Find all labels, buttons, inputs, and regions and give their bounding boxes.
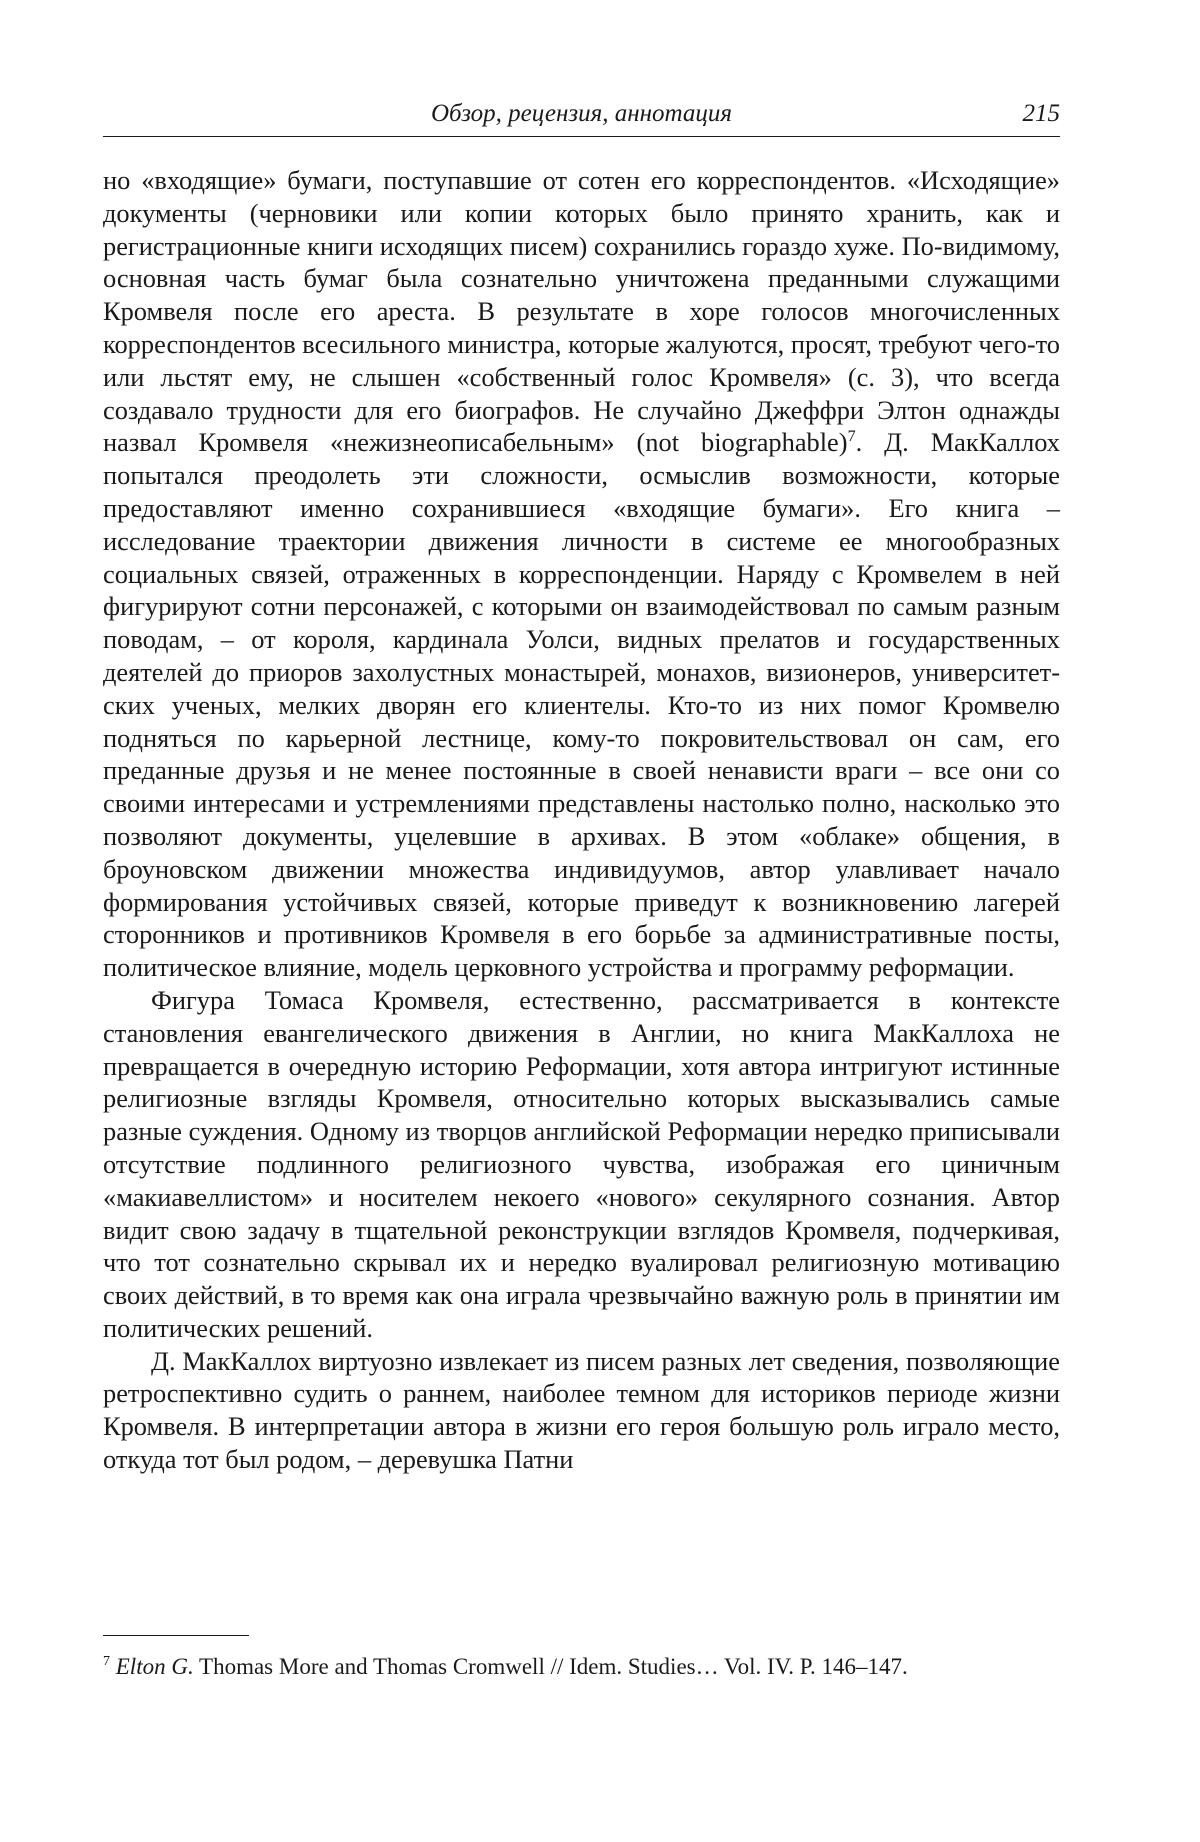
footnote-rule <box>103 1635 249 1636</box>
paragraph-2: Фигура Томаса Кромвеля, естественно, рассматривается в контексте становления евангелического движения в Англии, но книга МакКаллоха не превращается в очередную историю Реформации, хотя автора интригуют истинные религиозные взгляды Кромвеля, относительно которых выска­зывались самые разные суждения. Одному из творцов английской Рефор­мации нередко приписывали отсутствие подлинного религиозного чувства, изображая его циничным «макиавеллистом» и носителем некоего «ново­го» секулярного сознания. Автор видит свою задачу в тщательной рекон­струкции взглядов Кромвеля, подчеркивая, что тот сознательно скрывал их и нередко вуалировал религиозную мотивацию своих действий, в то время как она играла чрезвычайно важную роль в принятии им политических решений. <box>103 984 1060 1345</box>
paragraph-1-text-a: но «входящие» бумаги, поступавшие от сотен его корреспондентов. «Исхо­дящие» документы (черновики или копии которых было принято хранить, как и регистрационные книги исходящих писем) сохранились гораздо хуже. По-видимому, основная часть бумаг была сознательно уничтожена предан­ными служащими Кромвеля после его ареста. В результате в хоре голосов многочисленных корреспондентов всесильного министра, которые жалу­ются, просят, требуют чего-то или льстят ему, не слышен «собственный голос Кромвеля» (с. 3), что всегда создавало трудности для его биогра­фов. Не случайно Джеффри Элтон однажды назвал Кромвеля «нежизне­описабельным» (not biographable) <box>103 165 1060 457</box>
footnote-text: Thomas More and Thomas Cromwell // Idem. Studies… Vol. IV. P. 146–147. <box>194 1654 908 1679</box>
paragraph-1-text-b: . Д. МакКаллох попытался преодолеть эти сложности, осмыслив возможности, которые предоставляют именно сохранившиеся «входящие бумаги». Его книга – исследование траектории движения личности в системе ее многообразных социальных связей, отра­женных в корреспонденции. Наряду с Кромвелем в ней фигурируют сотни персонажей, с которыми он взаимодействовал по самым разным поводам, – от короля, кардинала Уолси, видных прелатов и государственных деятелей до приоров захолустных монастырей, монахов, визионеров, университет­ских ученых, мелких дворян его клиентелы. Кто-то из них помог Кромве­лю подняться по карьерной лестнице, кому-то покровительствовал он сам, его преданные друзья и не менее постоянные в своей ненависти враги – все они со своими интересами и устремлениями представлены настолько полно, насколько это позволяют документы, уцелевшие в архивах. В этом «облаке» общения, в броуновском движении множества индивидуумов, ав­тор улавливает начало формирования устойчивых связей, которые приведут к возникновению лагерей сторонников и противников Кромвеля в его борь­бе за административные посты, политическое влияние, модель церковного устройства и программу реформации. <box>103 427 1060 982</box>
footnote-author: Elton G. <box>116 1654 194 1679</box>
book-page <box>103 0 1060 1842</box>
paragraph-3: Д. МакКаллох виртуозно извлекает из писем разных лет сведения, по­зволяющие ретроспективно судить о раннем, наиболее темном для истори­ков периоде жизни Кромвеля. В интерпретации автора в жизни его героя большую роль играло место, откуда тот был родом, – деревушка Патни <box>103 1345 1060 1476</box>
running-title: Обзор, рецензия, аннотация <box>103 100 1060 128</box>
main-text <box>103 164 1060 1476</box>
page-number: 215 <box>1023 100 1061 128</box>
footnote-reference[interactable]: 7 <box>848 428 856 445</box>
running-head <box>103 96 1060 137</box>
footnote-marker: 7 <box>103 1654 110 1669</box>
paragraph-1 <box>103 164 1060 984</box>
footnote-7 <box>103 1652 1060 1682</box>
